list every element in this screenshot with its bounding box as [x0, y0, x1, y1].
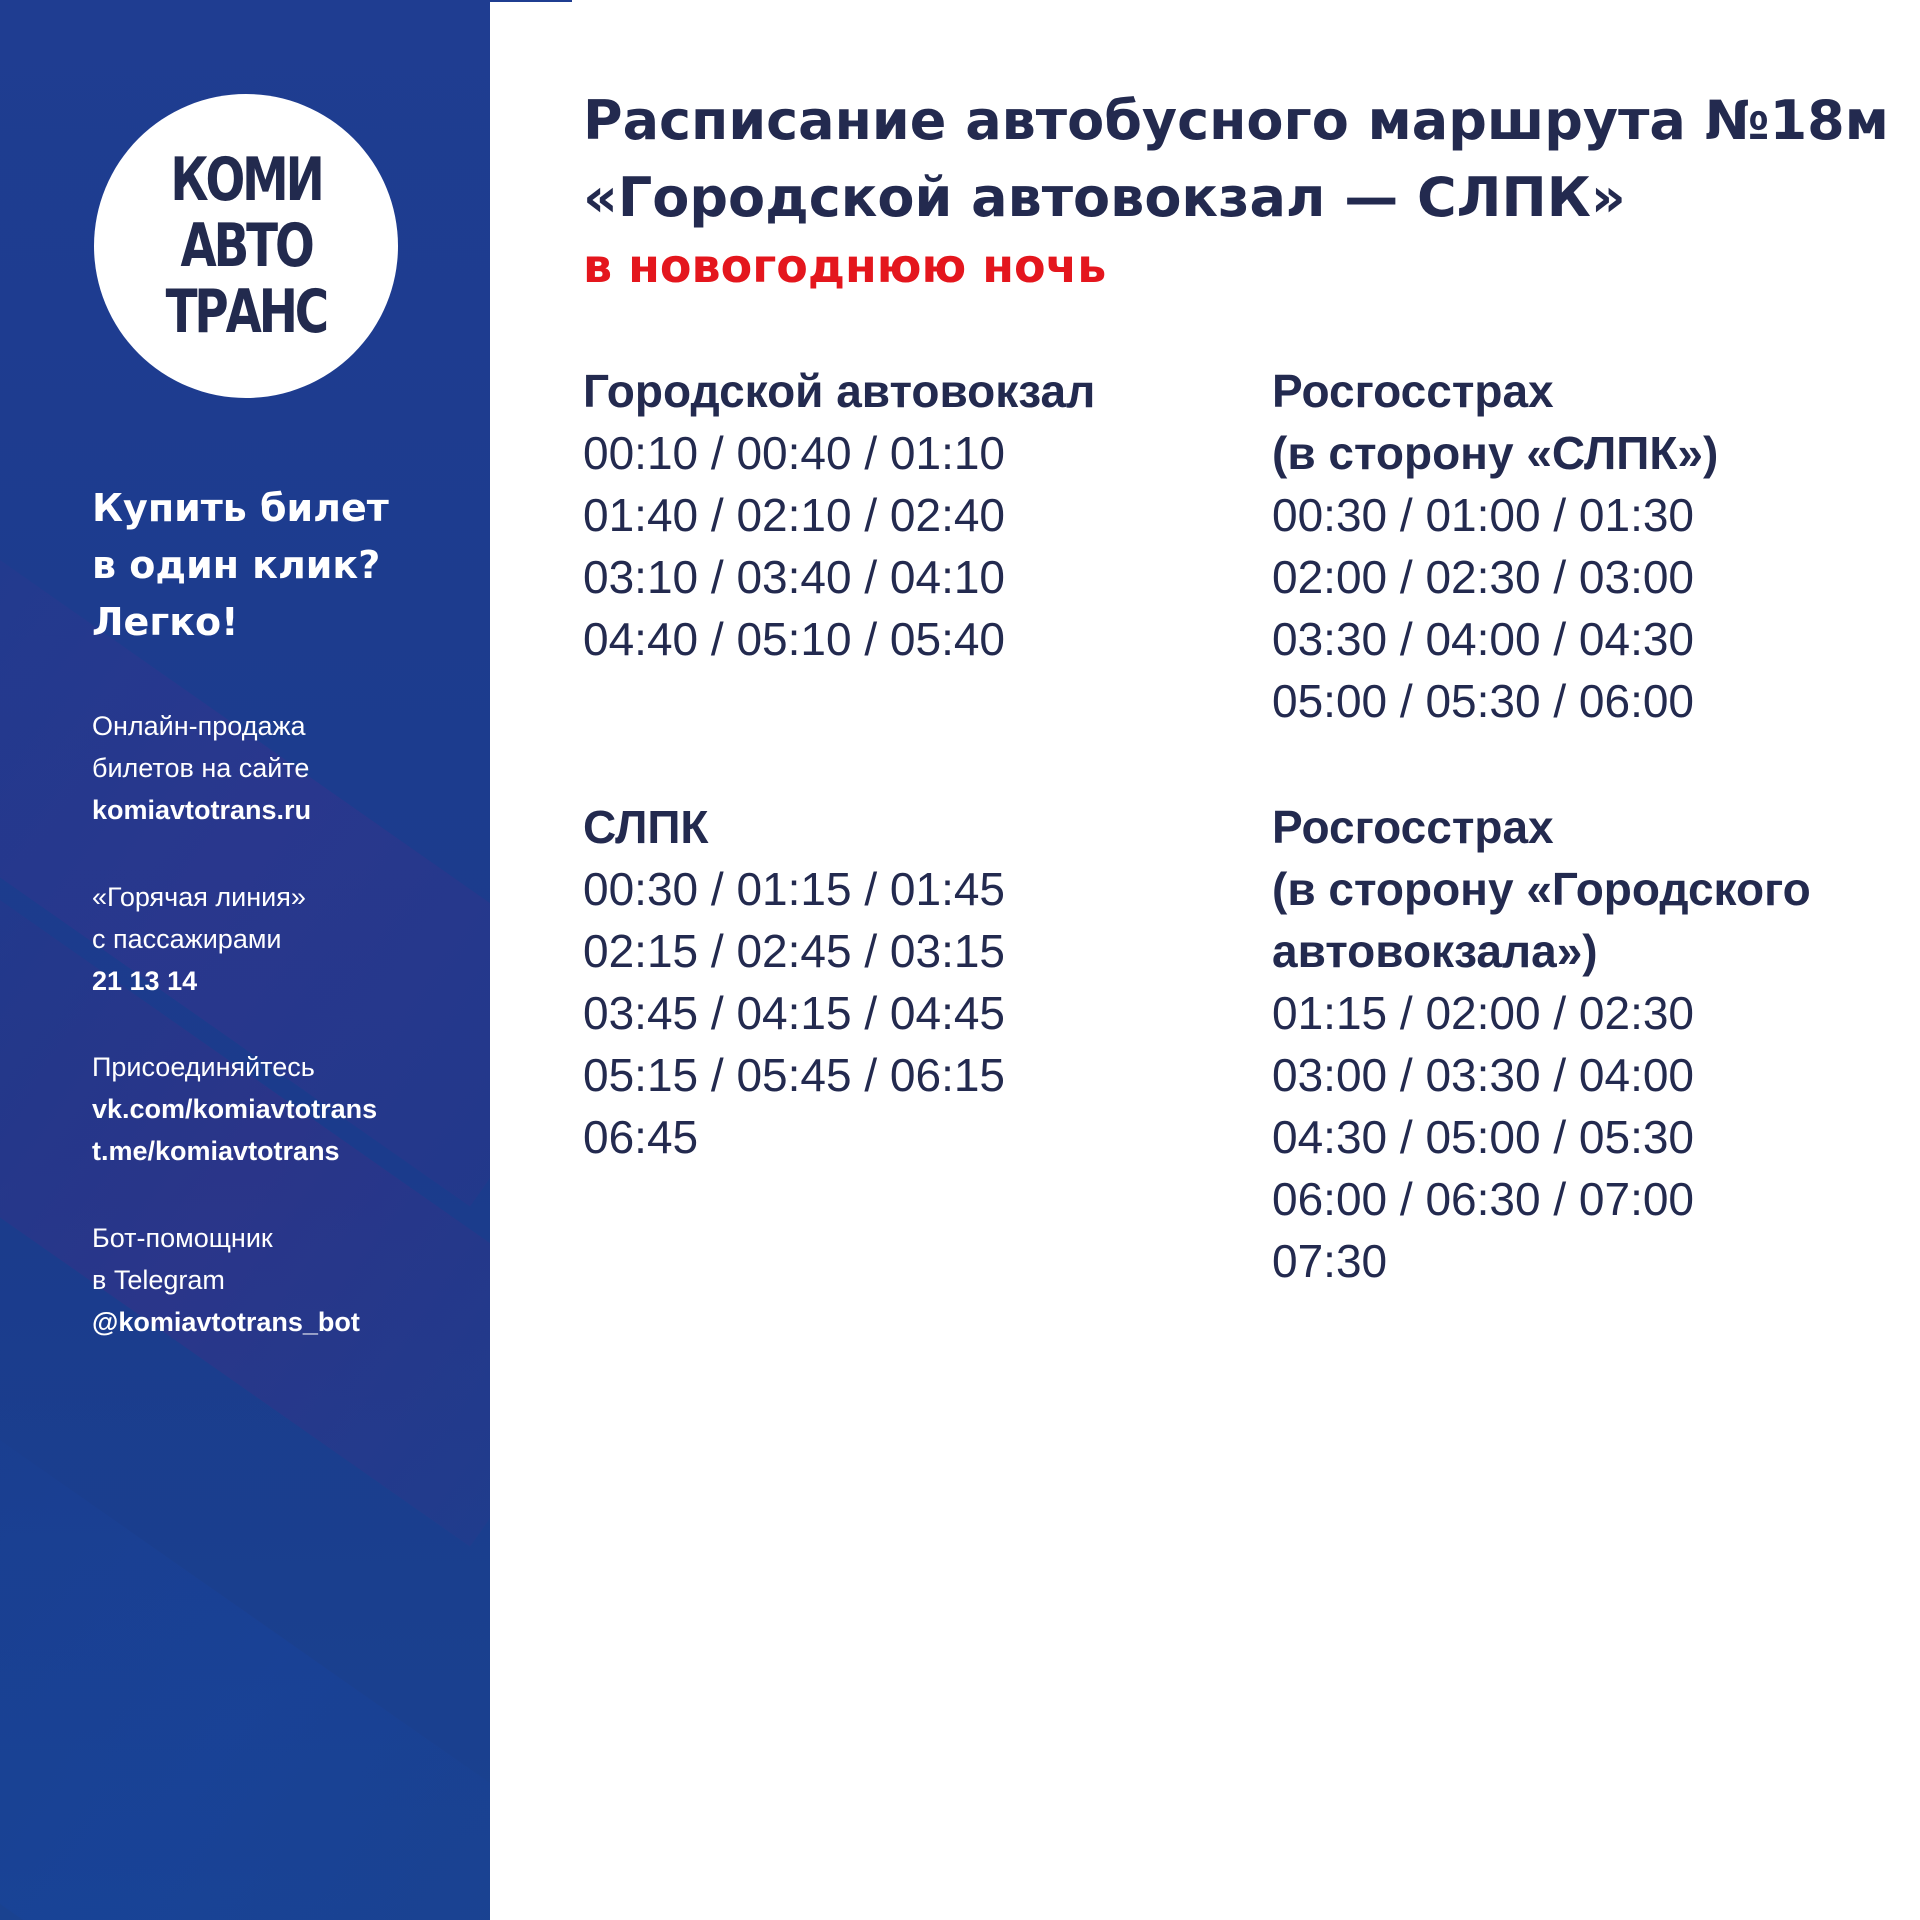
promo-line: Легко!	[92, 600, 239, 644]
departure-times: 01:15 / 02:00 / 02:30	[1272, 987, 1695, 1039]
stop-name: Росгосстрах	[1272, 801, 1554, 853]
logo-line: КОМИ	[170, 145, 322, 215]
departure-times: 00:10 / 00:40 / 01:10	[583, 427, 1006, 479]
departure-times: 00:30 / 01:00 / 01:30	[1272, 489, 1695, 541]
info-text: «Горячая линия»	[92, 882, 306, 912]
stop-direction: автовокзала»)	[1272, 925, 1598, 977]
stop-name: Росгосстрах	[1272, 365, 1554, 417]
departure-times: 04:30 / 05:00 / 05:30	[1272, 1111, 1695, 1163]
online-sales-block	[92, 705, 482, 831]
bot-block	[92, 1217, 482, 1343]
company-logo	[94, 94, 398, 398]
departure-times: 05:00 / 05:30 / 06:00	[1272, 675, 1695, 727]
stop-direction: (в сторону «СЛПК»)	[1272, 427, 1719, 479]
website-link[interactable]: komiavtotrans.ru	[92, 795, 312, 825]
departure-times: 02:15 / 02:45 / 03:15	[583, 925, 1006, 977]
sidebar-panel	[0, 0, 490, 1920]
stop-schedule	[583, 360, 1095, 670]
page-subtitle: в новогоднюю ночь	[583, 239, 1107, 293]
title-line: «Городской автовокзал — СЛПК»	[583, 166, 1626, 229]
hotline-block	[92, 876, 482, 1002]
stop-direction: (в сторону «Городского	[1272, 863, 1811, 915]
departure-times: 03:00 / 03:30 / 04:00	[1272, 1049, 1695, 1101]
page-title	[583, 82, 1889, 236]
departure-times: 03:10 / 03:40 / 04:10	[583, 551, 1006, 603]
departure-times: 00:30 / 01:15 / 01:45	[583, 863, 1006, 915]
top-divider	[490, 0, 572, 2]
bot-link[interactable]: @komiavtotrans_bot	[92, 1307, 360, 1337]
stop-schedule	[583, 796, 1005, 1168]
departure-times: 03:30 / 04:00 / 04:30	[1272, 613, 1695, 665]
info-text: Онлайн-продажа	[92, 711, 306, 741]
promo-heading	[92, 480, 472, 651]
info-text: Бот-помощник	[92, 1223, 273, 1253]
title-line: Расписание автобусного маршрута №18м	[583, 89, 1889, 152]
stop-name: СЛПК	[583, 801, 709, 853]
info-text: в Telegram	[92, 1265, 225, 1295]
departure-times: 05:15 / 05:45 / 06:15	[583, 1049, 1006, 1101]
departure-times: 03:45 / 04:15 / 04:45	[583, 987, 1006, 1039]
info-text: Присоединяйтесь	[92, 1052, 315, 1082]
departure-times: 02:00 / 02:30 / 03:00	[1272, 551, 1695, 603]
logo-line: ТРАНС	[165, 277, 327, 347]
logo-line: АВТО	[180, 211, 312, 281]
info-text: билетов на сайте	[92, 753, 310, 783]
hotline-phone[interactable]: 21 13 14	[92, 966, 198, 996]
departure-times: 06:00 / 06:30 / 07:00	[1272, 1173, 1695, 1225]
departure-times: 04:40 / 05:10 / 05:40	[583, 613, 1006, 665]
info-text: с пассажирами	[92, 924, 282, 954]
social-block	[92, 1046, 482, 1172]
stop-name: Городской автовокзал	[583, 365, 1096, 417]
promo-line: в один клик?	[92, 543, 381, 587]
telegram-link[interactable]: t.me/komiavtotrans	[92, 1136, 340, 1166]
departure-times: 06:45	[583, 1111, 699, 1163]
stop-schedule	[1272, 796, 1811, 1292]
promo-line: Купить билет	[92, 486, 389, 530]
departure-times: 07:30	[1272, 1235, 1388, 1287]
departure-times: 01:40 / 02:10 / 02:40	[583, 489, 1006, 541]
vk-link[interactable]: vk.com/komiavtotrans	[92, 1094, 378, 1124]
stop-schedule	[1272, 360, 1718, 732]
